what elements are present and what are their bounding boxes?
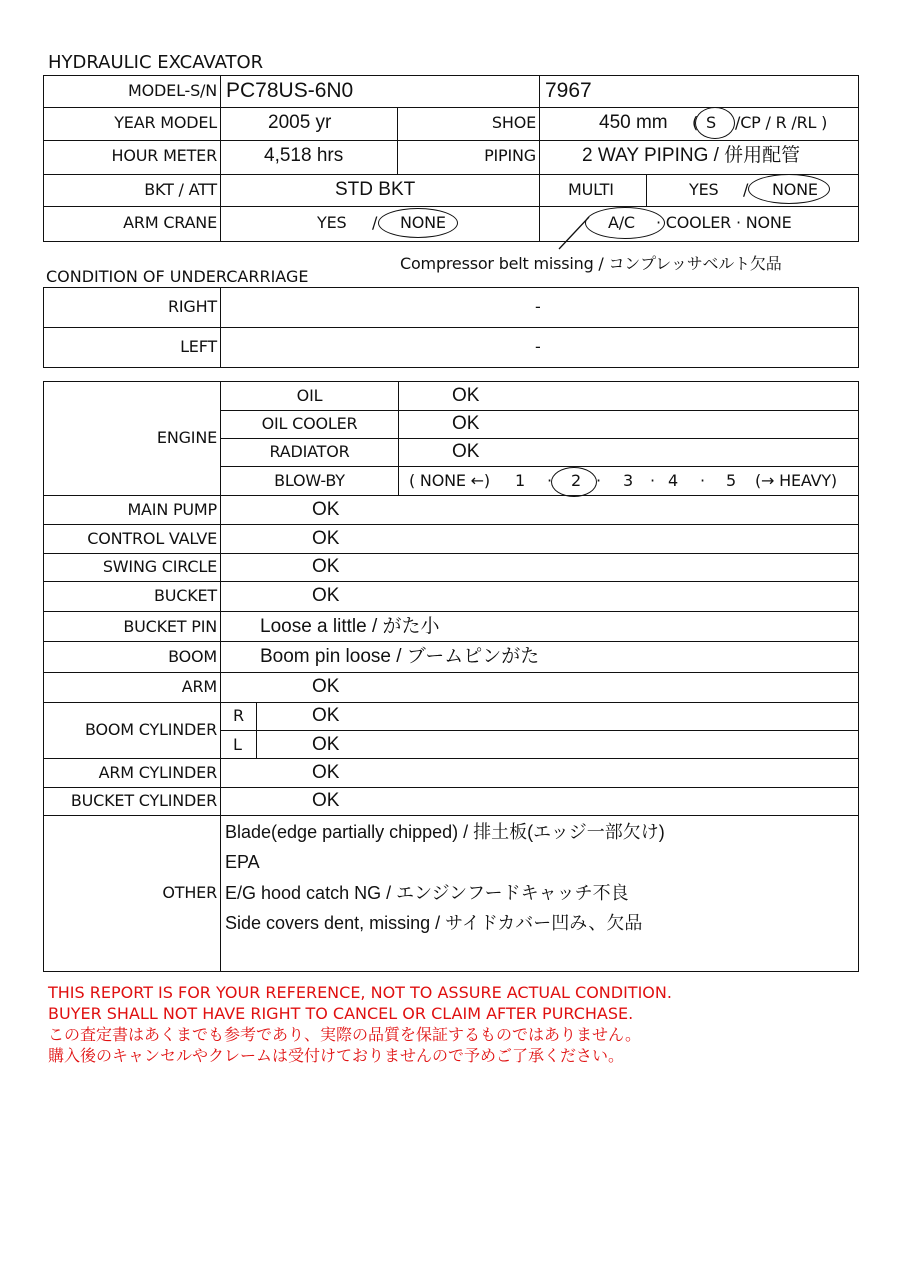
piping-label: PIPING [484, 146, 536, 165]
blowby-heavy: (→ HEAVY) [755, 471, 837, 490]
multi-none: NONE [772, 180, 818, 199]
cooler-options: · COOLER · NONE [656, 213, 792, 232]
ac-selected-circle [585, 207, 665, 239]
arm-crane-none: NONE [400, 213, 446, 232]
undercarriage-title: CONDITION OF UNDERCARRIAGE [46, 267, 309, 286]
main-pump-label: MAIN PUMP [127, 500, 217, 519]
ac-note: Compressor belt missing / コンプレッサベルト欠品 [400, 254, 782, 273]
undercarriage-left-label: LEFT [180, 337, 217, 356]
shoe-label: SHOE [491, 113, 536, 132]
serial-value: 7967 [545, 79, 592, 102]
disclaimer-line-4: 購入後のキャンセルやクレームは受付けておりませんので予めご了承ください。 [48, 1046, 625, 1065]
ac-option: A/C [608, 213, 635, 232]
year-value: 2005 yr [268, 112, 332, 133]
disclaimer-line-2: BUYER SHALL NOT HAVE RIGHT TO CANCEL OR CLAIM AFTER PURCHASE. [48, 1004, 634, 1023]
arm-crane-yes: YES [317, 213, 347, 232]
hour-meter-label: HOUR METER [111, 146, 217, 165]
bucket-label: BUCKET [153, 586, 217, 605]
boom-cylinder-l-value: OK [312, 734, 340, 755]
arm-crane-label: ARM CRANE [123, 213, 217, 232]
model-value: PC78US-6N0 [226, 79, 354, 102]
arm-label: ARM [181, 677, 217, 696]
piping-value: 2 WAY PIPING / 併用配管 [582, 145, 801, 166]
arm-cylinder-value: OK [312, 762, 340, 783]
document-title: HYDRAULIC EXCAVATOR [48, 52, 264, 73]
arm-crane-selected-circle [378, 208, 458, 238]
hours-value: 4,518 hrs [264, 145, 344, 166]
blowby-4: 4 [668, 471, 678, 490]
oil-cooler-label: OIL COOLER [261, 414, 358, 433]
blowby-dot-3: · [650, 471, 655, 490]
blowby-dot-1: · [547, 471, 552, 490]
boom-cylinder-label: BOOM CYLINDER [85, 720, 217, 739]
other-label: OTHER [162, 883, 217, 902]
boom-label: BOOM [168, 647, 217, 666]
boom-value: Boom pin loose / ブームピンがた [260, 646, 540, 667]
bucket-value: OK [312, 585, 340, 606]
radiator-value: OK [452, 441, 480, 462]
shoe-option-others: /CP / R /RL ) [735, 113, 828, 132]
blowby-dot-4: · [700, 471, 705, 490]
multi-yes: YES [689, 180, 719, 199]
undercarriage-left-value: - [535, 337, 541, 356]
control-valve-label: CONTROL VALVE [87, 529, 217, 548]
disclaimer-line-3: この査定書はあくまでも参考であり、実際の品質を保証するものではありません。 [48, 1025, 641, 1044]
oil-label: OIL [296, 386, 323, 405]
other-line-4: Side covers dent, missing / サイドカバー凹み、欠品 [225, 913, 643, 933]
blowby-5: 5 [726, 471, 736, 490]
ac-pointer-line [555, 215, 595, 255]
oil-cooler-value: OK [452, 413, 480, 434]
year-model-label: YEAR MODEL [114, 113, 217, 132]
other-line-1: Blade(edge partially chipped) / 排土板(エッジ一部欠け) [225, 822, 665, 842]
boom-cylinder-l-label: L [233, 735, 242, 754]
multi-selected-circle [748, 174, 830, 204]
bkt-value: STD BKT [335, 179, 416, 200]
oil-value: OK [452, 385, 480, 406]
arm-cylinder-label: ARM CYLINDER [98, 763, 217, 782]
blowby-3: 3 [623, 471, 633, 490]
bucket-cylinder-label: BUCKET CYLINDER [70, 791, 217, 810]
disclaimer-line-1: THIS REPORT IS FOR YOUR REFERENCE, NOT TO ASSURE ACTUAL CONDITION. [48, 983, 672, 1002]
other-line-3: E/G hood catch NG / エンジンフードキャッチ不良 [225, 883, 629, 903]
main-pump-value: OK [312, 499, 340, 520]
blowby-1: 1 [515, 471, 525, 490]
arm-crane-slash: / [372, 213, 378, 232]
bkt-att-label: BKT / ATT [144, 180, 217, 199]
control-valve-value: OK [312, 528, 340, 549]
blowby-dot-2: · [596, 471, 601, 490]
bucket-cylinder-value: OK [312, 790, 340, 811]
undercarriage-right-label: RIGHT [167, 297, 217, 316]
radiator-label: RADIATOR [269, 442, 350, 461]
arm-value: OK [312, 676, 340, 697]
swing-circle-label: SWING CIRCLE [102, 557, 217, 576]
blowby-label: BLOW-BY [274, 471, 345, 490]
shoe-selected-circle [695, 107, 735, 139]
shoe-value: 450 mm [599, 112, 668, 133]
shoe-open-paren: ( [692, 113, 699, 132]
other-line-2: EPA [225, 852, 260, 872]
engine-label: ENGINE [156, 428, 217, 447]
bucket-pin-label: BUCKET PIN [123, 617, 217, 636]
boom-cylinder-r-label: R [233, 706, 244, 725]
model-sn-label: MODEL-S/N [128, 81, 217, 100]
blowby-selected-circle [551, 467, 597, 497]
boom-cylinder-r-value: OK [312, 705, 340, 726]
multi-label: MULTI [568, 180, 614, 199]
blowby-2: 2 [571, 471, 581, 490]
bucket-pin-value: Loose a little / がた小 [260, 616, 440, 637]
multi-slash: / [743, 180, 749, 199]
blowby-none: ( NONE ←) [409, 471, 490, 490]
undercarriage-right-value: - [535, 297, 541, 316]
swing-circle-value: OK [312, 556, 340, 577]
shoe-option-s: S [706, 113, 716, 132]
